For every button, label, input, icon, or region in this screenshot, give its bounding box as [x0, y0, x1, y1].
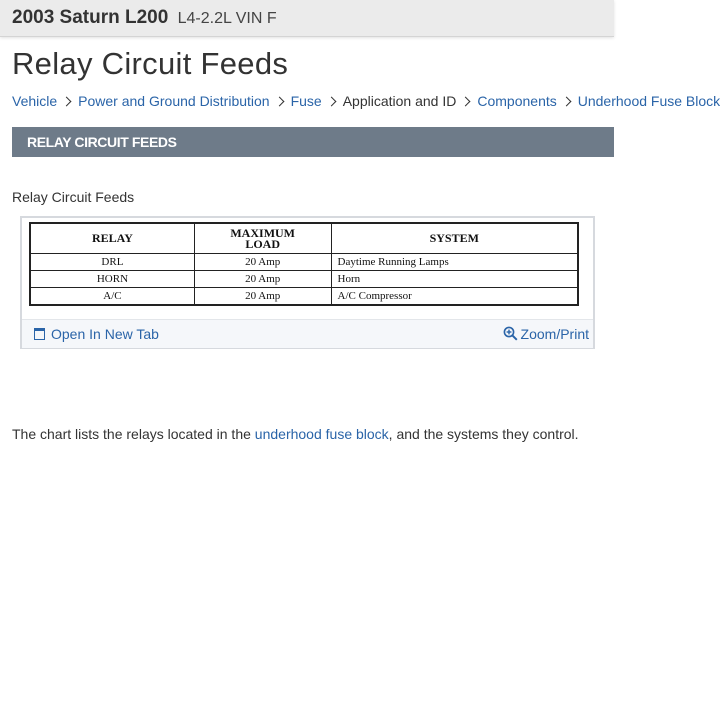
relay-table [29, 222, 579, 306]
figure-container [20, 216, 595, 349]
chevron-right-icon [326, 97, 336, 107]
zoom-print-label: Zoom/Print [520, 326, 589, 342]
open-in-new-tab-link[interactable] [34, 326, 159, 342]
column-header-max-load-line2: LOAD [245, 236, 281, 251]
vehicle-header [0, 0, 614, 37]
cell-relay: A/C [30, 288, 194, 306]
page-title: Relay Circuit Feeds [12, 46, 289, 81]
breadcrumb-item-components[interactable]: Components [477, 93, 557, 109]
chevron-right-icon [62, 97, 72, 107]
section-title: RELAY CIRCUIT FEEDS [27, 134, 177, 150]
description-paragraph [12, 426, 612, 442]
breadcrumb-item-underhood-fuse-block[interactable]: Underhood Fuse Block [577, 93, 720, 109]
breadcrumb-item-power-ground[interactable]: Power and Ground Distribution [78, 93, 270, 109]
cell-system: Horn [331, 271, 578, 288]
zoom-print-link[interactable] [503, 326, 589, 342]
figure-caption: Relay Circuit Feeds [12, 189, 135, 205]
cell-load: 20 Amp [194, 288, 331, 306]
vehicle-engine: L4-2.2L VIN F [177, 10, 277, 27]
cell-relay: HORN [30, 271, 194, 288]
table-row [30, 254, 578, 271]
vehicle-title [12, 7, 277, 29]
breadcrumb-item-fuse[interactable]: Fuse [290, 93, 322, 109]
cell-load: 20 Amp [194, 254, 331, 271]
description-text-before: The chart lists the relays located in the [12, 426, 255, 442]
column-header-relay: RELAY [30, 223, 194, 254]
open-in-new-tab-label: Open In New Tab [51, 326, 159, 342]
open-new-tab-icon [34, 328, 45, 340]
figure-toolbar [22, 319, 593, 348]
breadcrumb-item-vehicle[interactable]: Vehicle [12, 93, 58, 109]
table-row [30, 288, 578, 306]
zoom-in-icon [503, 326, 518, 341]
cell-system: Daytime Running Lamps [331, 254, 578, 271]
table-row [30, 271, 578, 288]
chevron-right-icon [561, 97, 571, 107]
breadcrumb [12, 93, 720, 109]
vehicle-model: 2003 Saturn L200 [12, 7, 169, 28]
table-header-row [30, 223, 578, 254]
section-header [12, 127, 614, 157]
underhood-fuse-block-link[interactable]: underhood fuse block [254, 426, 389, 442]
column-header-system: SYSTEM [331, 223, 578, 254]
column-header-max-load [194, 223, 331, 254]
cell-load: 20 Amp [194, 271, 331, 288]
column-header-max-load-line1: MAXIMUM [230, 225, 296, 240]
cell-relay: DRL [30, 254, 194, 271]
chevron-right-icon [461, 97, 471, 107]
breadcrumb-item-application-id: Application and ID [342, 93, 457, 109]
chevron-right-icon [274, 97, 284, 107]
cell-system: A/C Compressor [331, 288, 578, 306]
description-text-after: , and the systems they control. [388, 426, 579, 442]
